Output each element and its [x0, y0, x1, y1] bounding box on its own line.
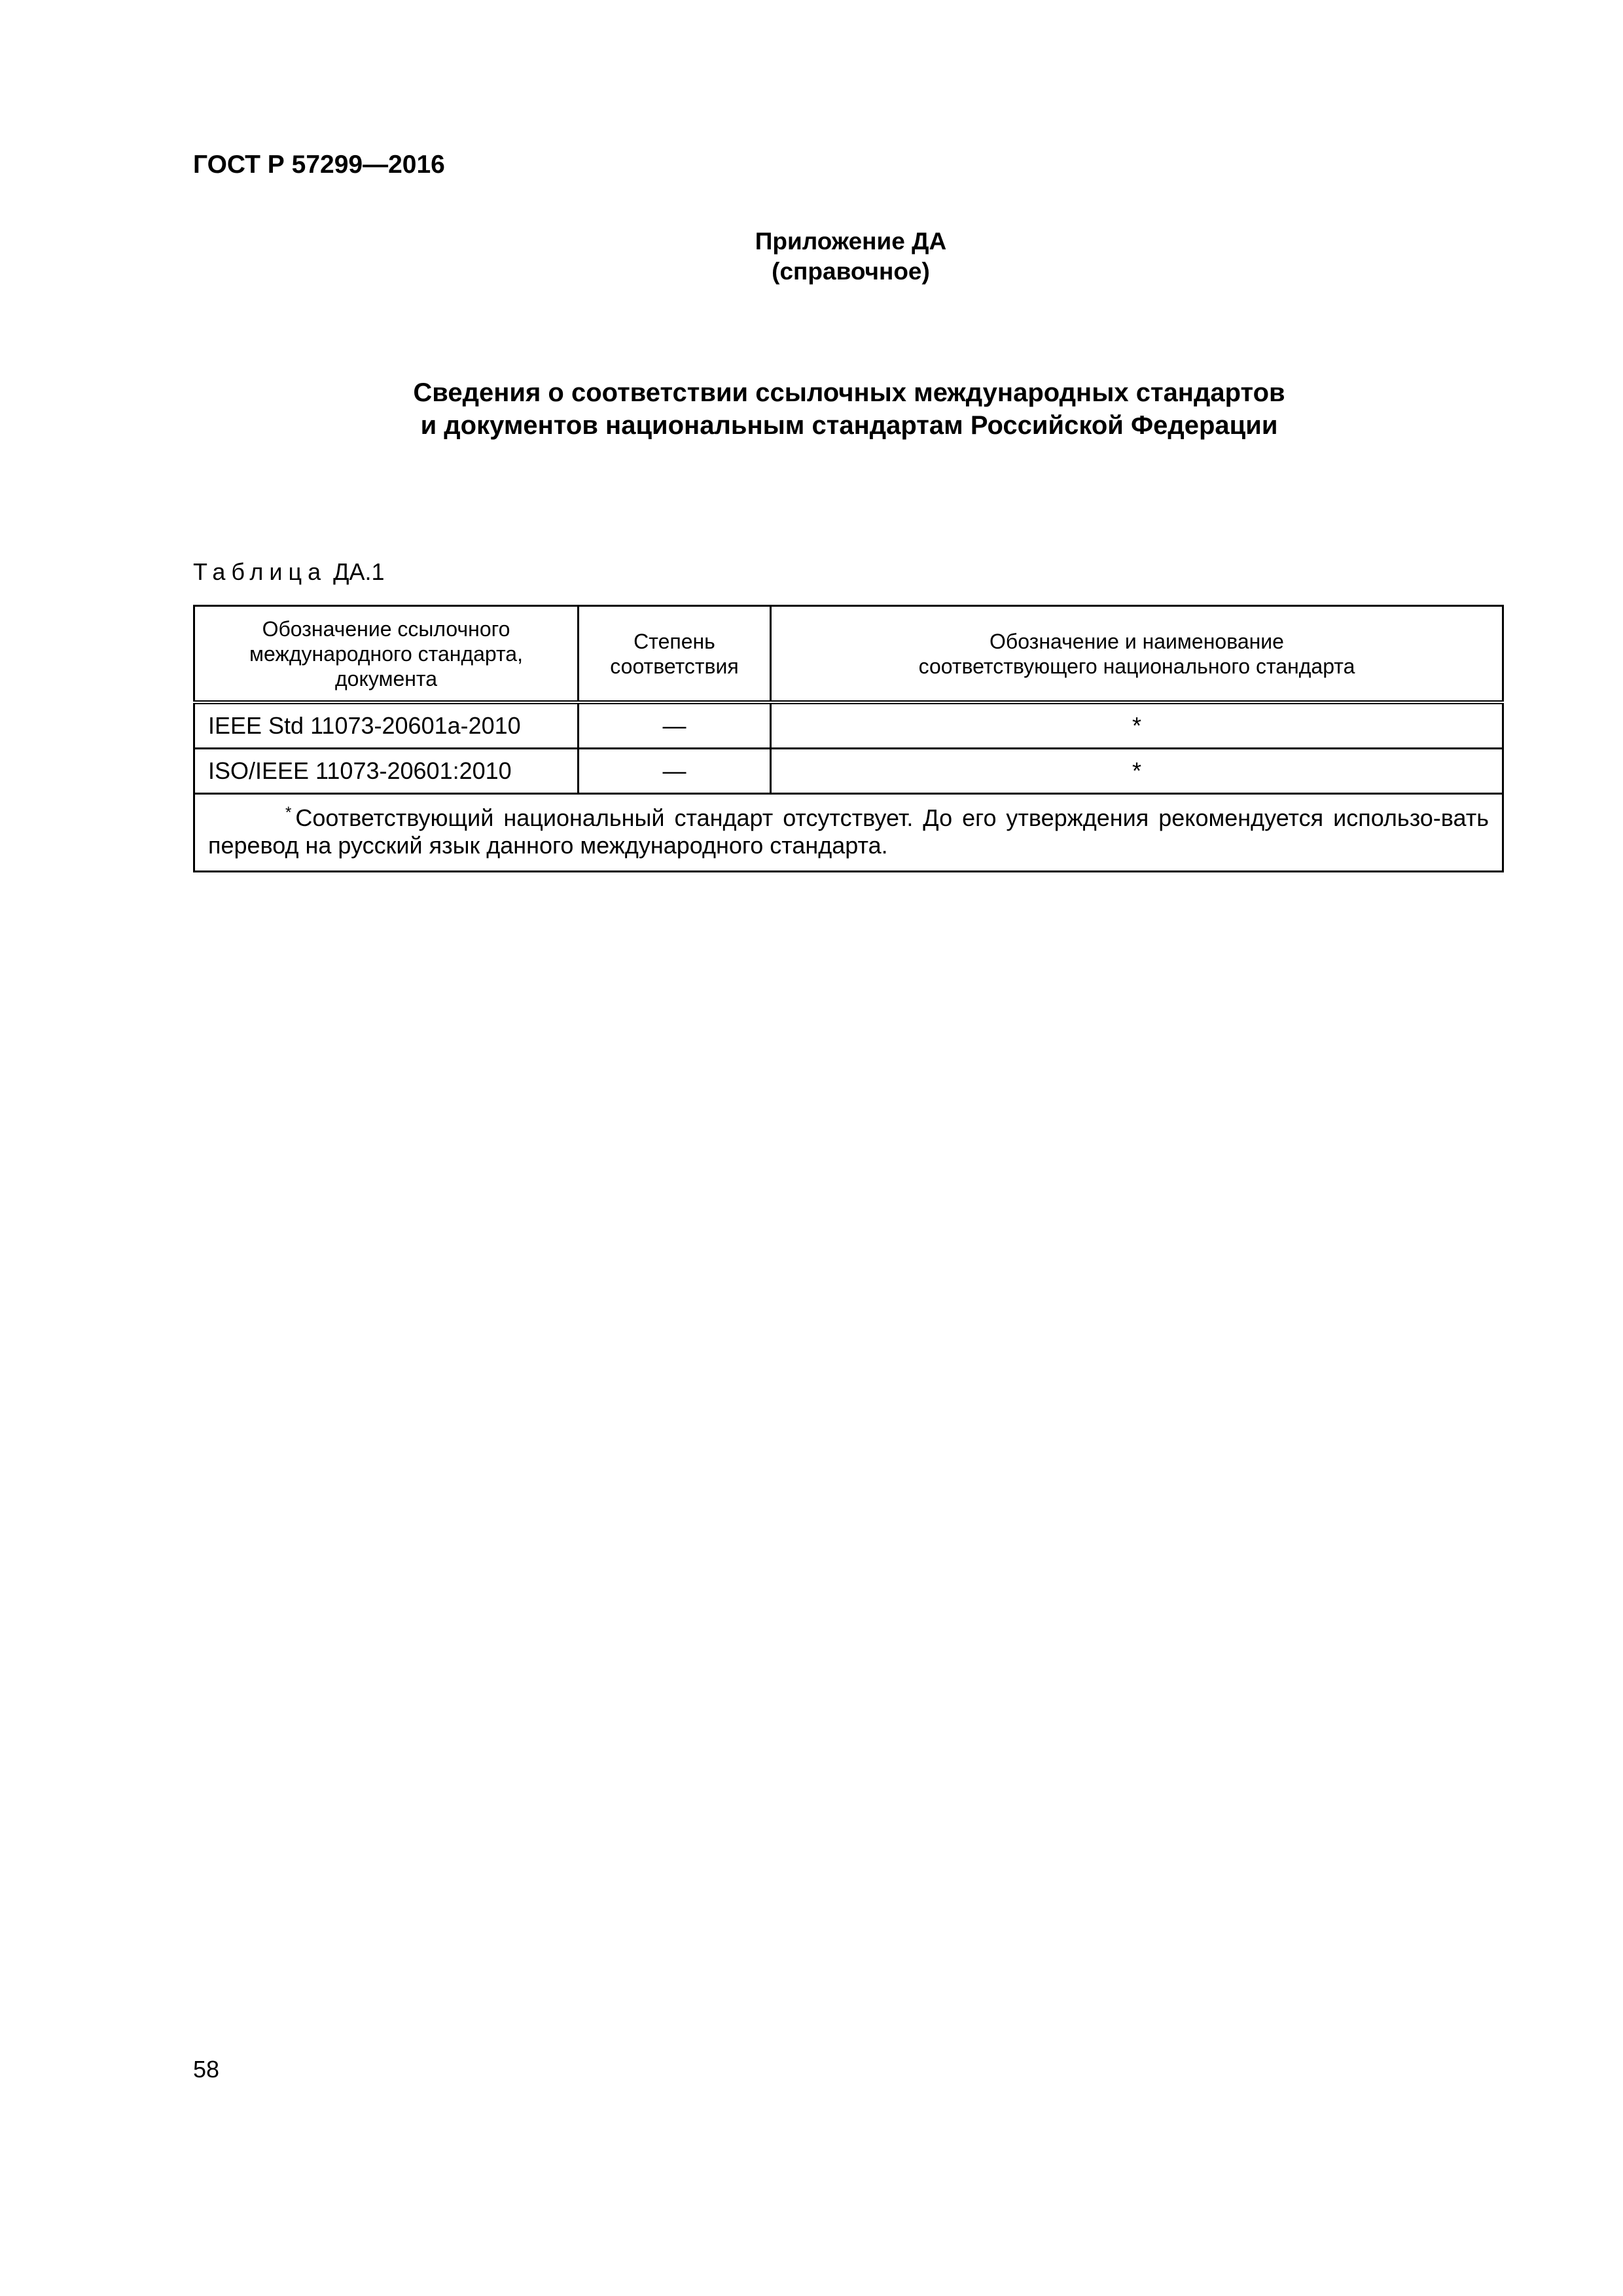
- cell-national: *: [771, 749, 1503, 794]
- table-header-row: [194, 606, 1503, 703]
- table-caption-word: Таблица: [193, 558, 327, 585]
- header-text: Обозначение ссылочного: [262, 617, 510, 641]
- cell-degree: —: [579, 702, 771, 749]
- table-caption: [193, 558, 385, 586]
- section-title-line-1: Сведения о соответствии ссылочных международных стандартов: [413, 378, 1285, 407]
- table-footnote: [194, 794, 1503, 872]
- appendix-title: Приложение ДА: [755, 228, 947, 255]
- column-header-degree: [579, 606, 771, 703]
- page-number: 58: [193, 2056, 220, 2083]
- cell-standard: IEEE Std 11073-20601a-2010: [194, 702, 579, 749]
- footnote-mark: *: [285, 804, 292, 821]
- table-container: [193, 605, 1502, 872]
- correspondence-table: [193, 605, 1504, 872]
- table-row: [194, 749, 1503, 794]
- header-text: Степень: [633, 629, 715, 653]
- table-caption-number: ДА.1: [333, 558, 385, 585]
- section-title-line-2: и документов национальным стандартам Российской Федерации: [420, 411, 1278, 440]
- cell-national: *: [771, 702, 1503, 749]
- column-header-standard: [194, 606, 579, 703]
- footnote-text: Соответствующий национальный стандарт отсутствует. До его утверждения рекомендуется использо-вать перевод на русский язык данного международного стандарта.: [208, 804, 1489, 859]
- section-title: [193, 376, 1505, 442]
- header-text: соответствующего национального стандарта: [918, 654, 1355, 678]
- header-text: Обозначение и наименование: [990, 629, 1284, 653]
- header-text: соответствия: [610, 654, 739, 678]
- column-header-national: [771, 606, 1503, 703]
- table-row: [194, 702, 1503, 749]
- document-code: ГОСТ Р 57299—2016: [193, 151, 445, 179]
- table-footnote-row: [194, 794, 1503, 872]
- header-text: документа: [334, 666, 438, 691]
- appendix-heading: [654, 226, 1047, 287]
- appendix-kind: (справочное): [772, 258, 930, 285]
- cell-degree: —: [579, 749, 771, 794]
- cell-standard: ISO/IEEE 11073-20601:2010: [194, 749, 579, 794]
- header-text: международного стандарта,: [249, 641, 523, 666]
